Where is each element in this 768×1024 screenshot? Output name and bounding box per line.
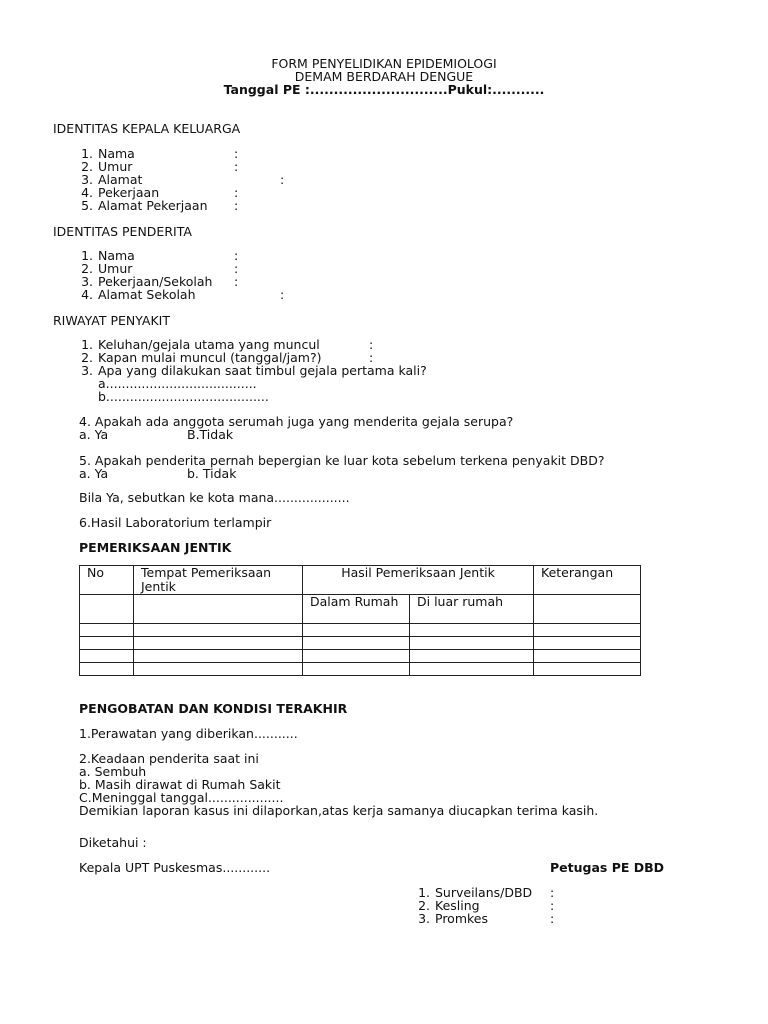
section-heading-pengobatan: PENGOBATAN DAN KONDISI TERAKHIR: [79, 701, 348, 716]
table-row: [80, 650, 641, 663]
keadaan-line: 2.Keadaan penderita saat ini: [79, 751, 259, 766]
p-item-nama: 1. Nama: [81, 248, 135, 263]
kk-item-umur: 2. Umur: [81, 159, 133, 174]
kk-item-nama: 1. Nama: [81, 146, 135, 161]
section-heading-penderita: IDENTITAS PENDERITA: [53, 224, 192, 239]
form-title: FORM PENYELIDIKAN EPIDEMIOLOGI: [271, 56, 497, 71]
table-row: [80, 663, 641, 676]
colon: :: [369, 350, 374, 365]
table-row: [80, 624, 641, 637]
col-subheader-luar: Di luar rumah: [410, 595, 534, 624]
p-item-umur: 2. Umur: [81, 261, 133, 276]
colon: :: [234, 274, 239, 289]
table-subheader-row: [80, 595, 641, 624]
colon: :: [234, 198, 239, 213]
col-header-keterangan: Keterangan: [534, 566, 641, 595]
colon: :: [280, 287, 285, 302]
r-item-keluhan: 1. Keluhan/gejala utama yang muncul: [81, 337, 320, 352]
question-4: 4. Apakah ada anggota serumah juga yang menderita gejala serupa?: [79, 414, 514, 429]
section-heading-kepala-keluarga: IDENTITAS KEPALA KELUARGA: [53, 121, 241, 136]
q5-option-a: a. Ya: [79, 466, 109, 481]
r-item-apa: 3. Apa yang dilakukan saat timbul gejala pertama kali?: [81, 363, 427, 378]
form-subtitle: DEMAM BERDARAH DENGUE: [294, 69, 474, 84]
colon: :: [550, 911, 555, 926]
diketahui-label: Diketahui :: [79, 835, 147, 850]
col-header-hasil: Hasil Pemeriksaan Jentik: [303, 566, 534, 595]
table-cell: [134, 595, 303, 624]
r-answer-a: a......................................: [98, 376, 257, 391]
colon: :: [280, 172, 285, 187]
r-answer-b: b.........................................: [98, 389, 269, 404]
keadaan-option-a: a. Sembuh: [79, 764, 147, 779]
hasil-lab-line: 6.Hasil Laboratorium terlampir: [79, 515, 272, 530]
section-heading-jentik: PEMERIKSAAN JENTIK: [79, 540, 232, 555]
petugas-label: Petugas PE DBD: [550, 860, 665, 875]
q5-option-b: b. Tidak: [187, 466, 237, 481]
colon: :: [234, 185, 239, 200]
kepala-upt-label: Kepala UPT Puskesmas............: [79, 860, 271, 875]
petugas-item-kesling: 2. Kesling: [418, 898, 480, 913]
colon: :: [550, 898, 555, 913]
col-subheader-dalam: Dalam Rumah: [303, 595, 410, 624]
col-header-tempat: Tempat Pemeriksaan Jentik: [134, 566, 303, 595]
keadaan-option-b: b. Masih dirawat di Rumah Sakit: [79, 777, 281, 792]
question-5: 5. Apakah penderita pernah bepergian ke luar kota sebelum terkena penyakit DBD?: [79, 453, 605, 468]
colon: :: [369, 337, 374, 352]
perawatan-line: 1.Perawatan yang diberikan...........: [79, 726, 298, 741]
table-cell: [534, 595, 641, 624]
r-item-kapan: 2. Kapan mulai muncul (tanggal/jam?): [81, 350, 322, 365]
table-row: [80, 637, 641, 650]
p-item-alamat-sekolah: 4. Alamat Sekolah: [81, 287, 196, 302]
colon: :: [234, 159, 239, 174]
colon: :: [234, 261, 239, 276]
kk-item-pekerjaan: 4. Pekerjaan: [81, 185, 160, 200]
col-header-no: No: [80, 566, 134, 595]
q4-option-b: B.Tidak: [187, 427, 234, 442]
colon: :: [234, 248, 239, 263]
bila-ya-line: Bila Ya, sebutkan ke kota mana...................: [79, 490, 350, 505]
kk-item-alamat: 3. Alamat: [81, 172, 143, 187]
closing-statement: Demikian laporan kasus ini dilaporkan,atas kerja samanya diucapkan terima kasih.: [79, 803, 599, 818]
keadaan-option-c: C.Meninggal tanggal...................: [79, 790, 284, 805]
table-cell: [80, 595, 134, 624]
colon: :: [234, 146, 239, 161]
p-item-pekerjaan: 3. Pekerjaan/Sekolah: [81, 274, 213, 289]
kk-item-alamat-pekerjaan: 5. Alamat Pekerjaan: [81, 198, 208, 213]
form-date-line: Tanggal PE :.............................Pukul:...........: [223, 82, 545, 97]
colon: :: [550, 885, 555, 900]
petugas-item-promkes: 3. Promkes: [418, 911, 489, 926]
petugas-item-surveilans: 1. Surveilans/DBD: [418, 885, 533, 900]
section-heading-riwayat: RIWAYAT PENYAKIT: [53, 313, 171, 328]
table-header-row: [80, 566, 641, 595]
q4-option-a: a. Ya: [79, 427, 109, 442]
jentik-table: [79, 565, 641, 676]
